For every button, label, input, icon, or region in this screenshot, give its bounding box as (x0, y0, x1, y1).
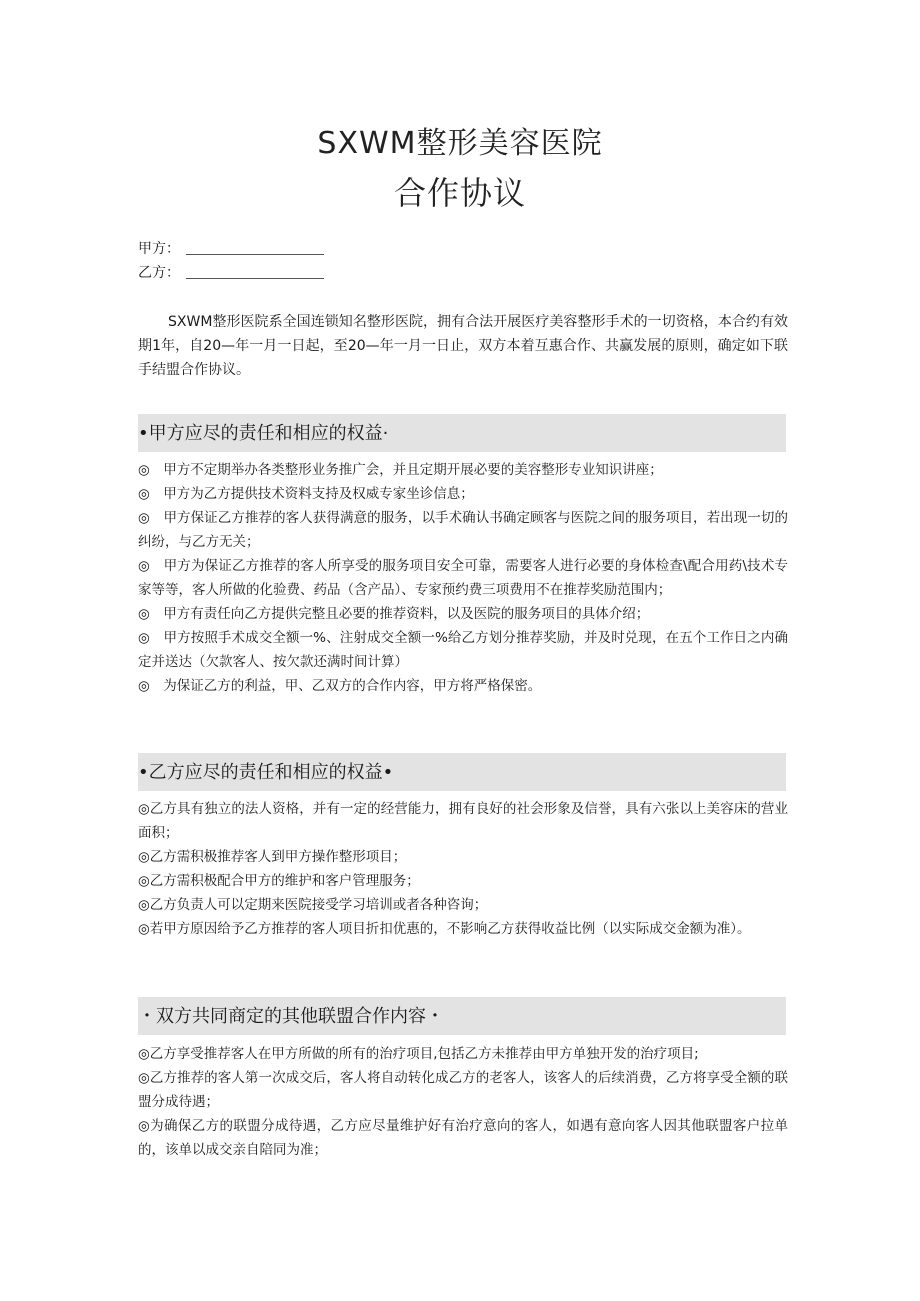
party-b-blank (186, 264, 324, 279)
list-item: ◎ 甲方为保证乙方推荐的客人所享受的服务项目安全可靠，需要客人进行必要的身体检查\配合用药\技术专家等等，客人所做的化验费、药品（含产品）、专家预约费三项费用不在推荐奖励范围内； (138, 558, 788, 598)
list-item: ◎ 甲方不定期举办各类整形业务推广会，并且定期开展必要的美容整形专业知识讲座； (138, 462, 663, 478)
section-heading-party-b: •乙方应尽的责任和相应的权益• (138, 753, 786, 791)
list-item: ◎ 甲方为乙方提供技术资料支持及权威专家坐诊信息； (138, 486, 474, 502)
list-item: ◎乙方具有独立的法人资格，并有一定的经营能力，拥有良好的社会形象及信誉，具有六张以上美容床的营业面积； (138, 801, 788, 841)
list-item: ◎乙方享受推荐客人在甲方所做的所有的治疗项目,包括乙方未推荐由甲方单独开发的治疗项目; (138, 1046, 699, 1062)
list-item: ◎为确保乙方的联盟分成待遇，乙方应尽量维护好有治疗意向的客人，如遇有意向客人因其他联盟客户拉单的，该单以成交亲自陪同为准； (138, 1118, 788, 1158)
list-item: ◎若甲方原因给予乙方推荐的客人项目折扣优惠的，不影响乙方获得收益比例（以实际成交金额为准）。 (138, 921, 751, 937)
list-item: ◎ 甲方保证乙方推荐的客人获得满意的服务，以手术确认书确定顾客与医院之间的服务项目，若出现一切的纠纷，与乙方无关； (138, 510, 788, 550)
list-item: ◎ 甲方有责任向乙方提供完整且必要的推荐资料，以及医院的服务项目的具体介绍； (138, 606, 650, 622)
list-item: ◎乙方推荐的客人第一次成交后，客人将自动转化成乙方的老客人，该客人的后续消费，乙方将享受全额的联盟分成待遇； (138, 1070, 788, 1110)
section-party-a-items (138, 458, 788, 698)
section-heading-party-a: •甲方应尽的责任和相应的权益· (138, 414, 786, 452)
party-a-blank (186, 240, 324, 255)
document-title: SXWM整形美容医院 (317, 126, 603, 161)
list-item: ◎乙方需积极推荐客人到甲方操作整形项目； (138, 849, 407, 865)
party-a-line (138, 238, 324, 258)
party-b-line (138, 262, 324, 282)
list-item: ◎乙方负责人可以定期来医院接受学习培训或者各种咨询； (138, 897, 488, 913)
section-joint-items (138, 1042, 788, 1162)
list-item: ◎乙方需积极配合甲方的维护和客户管理服务； (138, 873, 420, 889)
section-party-b-items (138, 797, 788, 941)
document-subtitle: 合作协议 (393, 174, 526, 212)
party-a-label: 甲方： (138, 241, 180, 257)
party-b-label: 乙方： (138, 265, 180, 281)
intro-paragraph: SXWM整形医院系全国连锁知名整形医院，拥有合法开展医疗美容整形手术的一切资格，本合约有效期1年，自20—年一月一日起，至20—年一月一日止，双方本着互惠合作、共赢发展的原则，确定如下联手结盟合作协议。 (138, 314, 788, 378)
list-item: ◎ 甲方按照手术成交全额一%、注射成交全额一%给乙方划分推荐奖励，并及时兑现，在五个工作日之内确定并送达（欠款客人、按欠款还满时间计算） (138, 630, 788, 670)
list-item: ◎ 为保证乙方的利益，甲、乙双方的合作内容，甲方将严格保密。 (138, 678, 542, 694)
section-heading-joint: ・双方共同商定的其他联盟合作内容・ (138, 997, 786, 1035)
